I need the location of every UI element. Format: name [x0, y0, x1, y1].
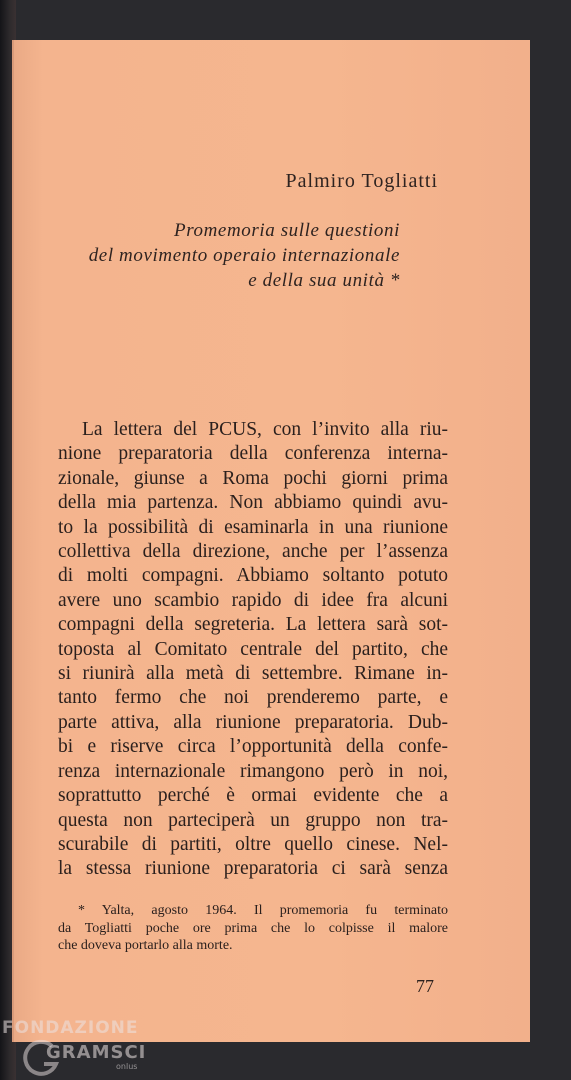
footnote-line: * Yalta, agosto 1964. Il promemoria fu terminato — [78, 903, 448, 918]
footnote-line: che doveva portarlo alla morte. — [58, 938, 233, 953]
body-line: la stessa riunione preparatoria ci sarà senza — [58, 858, 448, 880]
body-line: zionale, giunse a Roma pochi giorni prima — [58, 467, 448, 489]
body-line: renza internazionale rimangono però in noi, — [58, 760, 448, 782]
body-paragraph — [58, 418, 448, 882]
body-line: scurabile di partiti, oltre quello cinese. Nel- — [58, 833, 448, 855]
body-line: to la possibilità di esaminarla in una riunione — [58, 516, 448, 538]
body-line: bi e riserve circa l’opportunità della confe- — [58, 736, 448, 758]
body-line: della mia partenza. Non abbiamo quindi avu- — [58, 492, 448, 514]
body-line: collettiva della direzione, anche per l’assenza — [58, 541, 448, 563]
chapter-title-line: del movimento operaio internazionale — [88, 245, 400, 266]
watermark-line1: FONDAZIONE — [2, 1018, 139, 1038]
footnote — [58, 902, 448, 955]
page-number: 77 — [416, 976, 434, 996]
body-line: tanto fermo che noi prenderemo parte, e — [58, 687, 448, 709]
watermark-line3: onlus — [116, 1062, 138, 1071]
body-line: si riunirà alla metà di settembre. Rimane in- — [58, 663, 448, 685]
body-line: toposta al Comitato centrale del partito, che — [58, 638, 448, 660]
body-line: nione preparatoria della conferenza interna- — [58, 443, 448, 465]
body-line: di molti compagni. Abbiamo soltanto potuto — [58, 565, 448, 587]
footnote-line: da Togliatti poche ore prima che lo colpisse il malore — [58, 920, 448, 936]
body-line: avere uno scambio rapido di idee fra alcuni — [58, 589, 448, 611]
body-line: soprattutto perché è ormai evidente che a — [58, 785, 448, 807]
watermark-logo — [2, 1018, 172, 1078]
book-page — [12, 40, 530, 1042]
chapter-title-line: e della sua unità * — [248, 270, 400, 291]
body-line: questa non parteciperà un gruppo non tra- — [58, 809, 448, 831]
author-name: Palmiro Togliatti — [285, 170, 438, 192]
chapter-title-line: Promemoria sulle questioni — [174, 220, 400, 241]
chapter-title — [0, 218, 400, 293]
body-line: compagni della segreteria. La lettera sarà sot- — [58, 614, 448, 636]
watermark-line2: GRAMSCI — [46, 1042, 147, 1063]
body-line: La lettera del PCUS, con l’invito alla riu- — [82, 419, 448, 440]
body-line: parte attiva, alla riunione preparatoria. Dub- — [58, 711, 448, 733]
